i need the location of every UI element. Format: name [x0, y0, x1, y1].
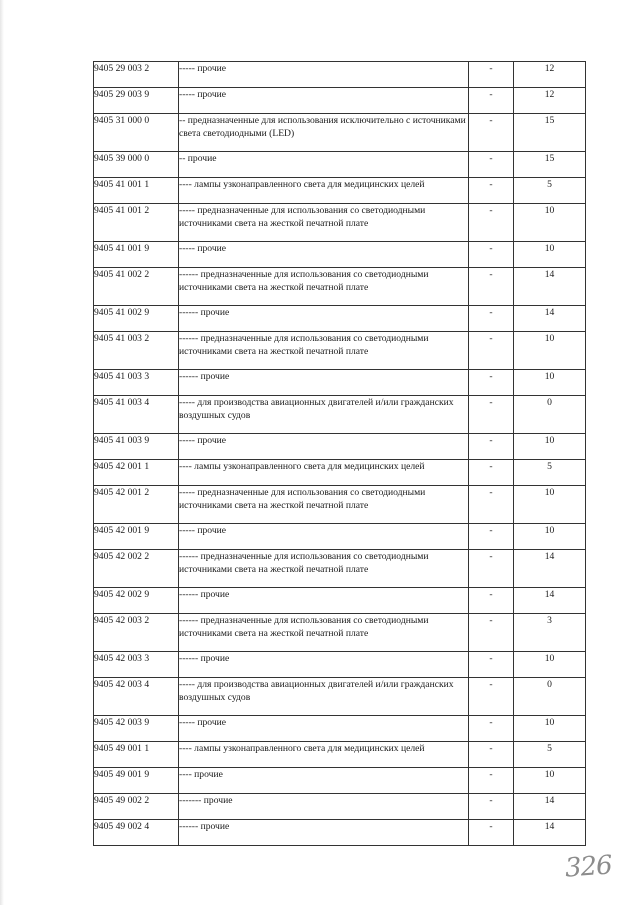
commodity-code-cell: 9405 41 002 2: [94, 268, 179, 306]
duty-rate-cell: 10: [514, 434, 586, 460]
commodity-code-cell: 9405 42 001 2: [94, 486, 179, 524]
commodity-code-cell: 9405 41 003 9: [94, 434, 179, 460]
table-row: [94, 820, 586, 846]
commodity-code-cell: 9405 41 001 2: [94, 204, 179, 242]
description-cell: ------ предназначенные для использования со светодиодными источниками света на жесткой печатной плате: [179, 550, 469, 588]
unit-cell: -: [469, 242, 514, 268]
duty-rate-cell: 0: [514, 678, 586, 716]
description-cell: ----- для производства авиационных двигателей и/или гражданских воздушных судов: [179, 678, 469, 716]
unit-cell: -: [469, 652, 514, 678]
unit-cell: -: [469, 62, 514, 88]
duty-rate-cell: 10: [514, 652, 586, 678]
commodity-code-cell: 9405 42 003 9: [94, 716, 179, 742]
duty-rate-cell: 14: [514, 588, 586, 614]
unit-cell: -: [469, 178, 514, 204]
description-cell: -- прочие: [179, 152, 469, 178]
description-cell: ------ предназначенные для использования со светодиодными источниками света на жесткой печатной плате: [179, 268, 469, 306]
description-cell: ----- для производства авиационных двигателей и/или гражданских воздушных судов: [179, 396, 469, 434]
unit-cell: -: [469, 794, 514, 820]
table-row: [94, 588, 586, 614]
table-row: [94, 524, 586, 550]
unit-cell: -: [469, 768, 514, 794]
duty-rate-cell: 5: [514, 742, 586, 768]
table-row: [94, 114, 586, 152]
duty-rate-cell: 12: [514, 88, 586, 114]
unit-cell: -: [469, 114, 514, 152]
table-row: [94, 550, 586, 588]
commodity-code-cell: 9405 41 001 1: [94, 178, 179, 204]
table-row: [94, 396, 586, 434]
description-cell: ------ прочие: [179, 820, 469, 846]
unit-cell: -: [469, 524, 514, 550]
description-cell: ----- прочие: [179, 62, 469, 88]
duty-rate-cell: 0: [514, 396, 586, 434]
duty-rate-cell: 10: [514, 370, 586, 396]
table-row: [94, 794, 586, 820]
commodity-code-cell: 9405 41 003 2: [94, 332, 179, 370]
commodity-code-cell: 9405 49 001 1: [94, 742, 179, 768]
unit-cell: -: [469, 370, 514, 396]
commodity-code-cell: 9405 41 003 4: [94, 396, 179, 434]
duty-rate-cell: 10: [514, 242, 586, 268]
table-row: [94, 434, 586, 460]
description-cell: ----- прочие: [179, 242, 469, 268]
commodity-code-cell: 9405 29 003 2: [94, 62, 179, 88]
table-row: [94, 332, 586, 370]
commodity-code-cell: 9405 49 002 4: [94, 820, 179, 846]
description-cell: ------ предназначенные для использования со светодиодными источниками света на жесткой печатной плате: [179, 332, 469, 370]
table-row: [94, 204, 586, 242]
description-cell: ----- предназначенные для использования со светодиодными источниками света на жесткой печатной плате: [179, 486, 469, 524]
table-row: [94, 486, 586, 524]
duty-rate-cell: 12: [514, 62, 586, 88]
description-cell: -- предназначенные для использования исключительно с источниками света светодиодными (LED): [179, 114, 469, 152]
description-cell: ----- прочие: [179, 716, 469, 742]
unit-cell: -: [469, 614, 514, 652]
commodity-code-cell: 9405 49 002 2: [94, 794, 179, 820]
unit-cell: -: [469, 486, 514, 524]
description-cell: ---- лампы узконаправленного света для медицинских целей: [179, 460, 469, 486]
duty-rate-cell: 10: [514, 524, 586, 550]
commodity-code-cell: 9405 42 003 4: [94, 678, 179, 716]
duty-rate-cell: 10: [514, 768, 586, 794]
commodity-code-cell: 9405 42 001 1: [94, 460, 179, 486]
description-cell: ---- прочие: [179, 768, 469, 794]
unit-cell: -: [469, 152, 514, 178]
description-cell: ---- лампы узконаправленного света для медицинских целей: [179, 178, 469, 204]
scan-edge-shadow: [0, 0, 4, 905]
unit-cell: -: [469, 716, 514, 742]
duty-rate-cell: 5: [514, 178, 586, 204]
duty-rate-cell: 3: [514, 614, 586, 652]
commodity-code-cell: 9405 42 002 2: [94, 550, 179, 588]
unit-cell: -: [469, 204, 514, 242]
commodity-code-cell: 9405 42 003 2: [94, 614, 179, 652]
table-row: [94, 242, 586, 268]
commodity-code-cell: 9405 41 002 9: [94, 306, 179, 332]
duty-rate-cell: 5: [514, 460, 586, 486]
unit-cell: -: [469, 820, 514, 846]
commodity-code-cell: 9405 42 003 3: [94, 652, 179, 678]
table-row: [94, 152, 586, 178]
table-row: [94, 716, 586, 742]
table-row: [94, 742, 586, 768]
duty-rate-cell: 10: [514, 486, 586, 524]
table-row: [94, 652, 586, 678]
duty-rate-cell: 14: [514, 820, 586, 846]
description-cell: ------ прочие: [179, 370, 469, 396]
commodity-code-cell: 9405 41 001 9: [94, 242, 179, 268]
description-cell: ----- прочие: [179, 434, 469, 460]
duty-rate-cell: 14: [514, 268, 586, 306]
commodity-code-cell: 9405 39 000 0: [94, 152, 179, 178]
unit-cell: -: [469, 588, 514, 614]
unit-cell: -: [469, 396, 514, 434]
commodity-code-cell: 9405 29 003 9: [94, 88, 179, 114]
unit-cell: -: [469, 88, 514, 114]
unit-cell: -: [469, 460, 514, 486]
unit-cell: -: [469, 550, 514, 588]
unit-cell: -: [469, 742, 514, 768]
description-cell: ----- прочие: [179, 88, 469, 114]
table-row: [94, 268, 586, 306]
description-cell: ------ прочие: [179, 652, 469, 678]
tariff-table-body: [94, 62, 586, 846]
handwritten-page-number: 326: [564, 850, 613, 884]
duty-rate-cell: 10: [514, 332, 586, 370]
unit-cell: -: [469, 434, 514, 460]
duty-rate-cell: 10: [514, 716, 586, 742]
description-cell: ----- прочие: [179, 524, 469, 550]
duty-rate-cell: 14: [514, 794, 586, 820]
duty-rate-cell: 14: [514, 306, 586, 332]
description-cell: ------ прочие: [179, 306, 469, 332]
table-row: [94, 460, 586, 486]
table-row: [94, 178, 586, 204]
duty-rate-cell: 14: [514, 550, 586, 588]
description-cell: ------- прочие: [179, 794, 469, 820]
unit-cell: -: [469, 678, 514, 716]
commodity-code-cell: 9405 42 002 9: [94, 588, 179, 614]
commodity-code-cell: 9405 42 001 9: [94, 524, 179, 550]
table-row: [94, 614, 586, 652]
duty-rate-cell: 15: [514, 152, 586, 178]
description-cell: ---- лампы узконаправленного света для медицинских целей: [179, 742, 469, 768]
unit-cell: -: [469, 306, 514, 332]
commodity-code-cell: 9405 41 003 3: [94, 370, 179, 396]
unit-cell: -: [469, 268, 514, 306]
tariff-table: [93, 61, 586, 846]
description-cell: ----- предназначенные для использования со светодиодными источниками света на жесткой печатной плате: [179, 204, 469, 242]
table-row: [94, 678, 586, 716]
description-cell: ------ предназначенные для использования со светодиодными источниками света на жесткой печатной плате: [179, 614, 469, 652]
table-row: [94, 306, 586, 332]
table-row: [94, 370, 586, 396]
description-cell: ------ прочие: [179, 588, 469, 614]
table-row: [94, 62, 586, 88]
unit-cell: -: [469, 332, 514, 370]
table-row: [94, 768, 586, 794]
table-row: [94, 88, 586, 114]
commodity-code-cell: 9405 49 001 9: [94, 768, 179, 794]
duty-rate-cell: 15: [514, 114, 586, 152]
commodity-code-cell: 9405 31 000 0: [94, 114, 179, 152]
duty-rate-cell: 10: [514, 204, 586, 242]
